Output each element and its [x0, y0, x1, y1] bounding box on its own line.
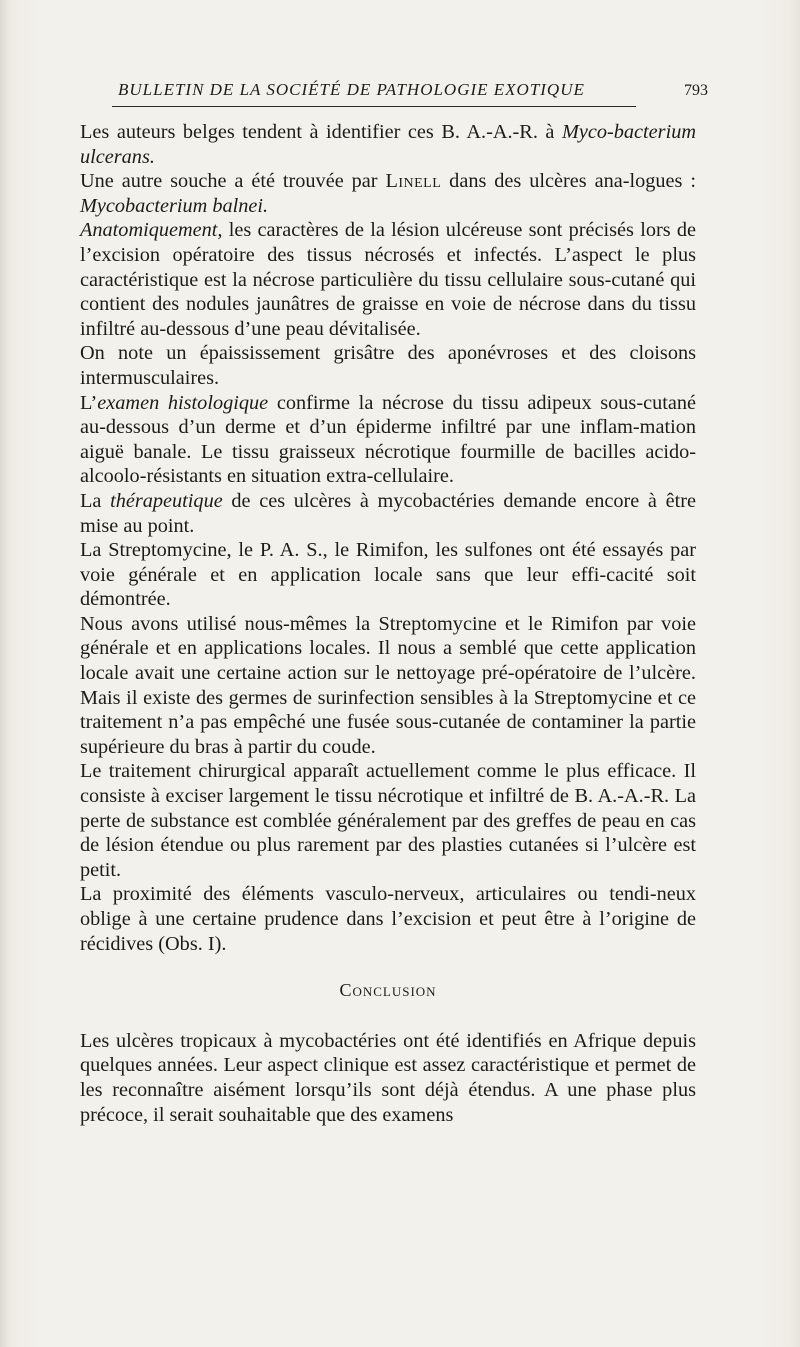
text-run: Le traitement chirurgical apparaît actuellement comme le plus efficace. Il consiste à exciser largement le tissu nécrotique et infiltré de B. A.-A.-R. La perte de substance est comblée généralement par des greffes de peau en cas de lésion étendue ou plus rarement par des plasties cutanées si l’ulcère est petit.: [80, 760, 696, 881]
paragraphs-paragraph: [80, 218, 696, 341]
text-run: Les auteurs belges tendent à identifier ces B. A.-A.-R. à: [80, 121, 562, 143]
small-caps-run: Linell: [385, 170, 442, 193]
text-run: La Streptomycine, le P. A. S., le Rimifon, les sulfones ont été essayés par voie générale et en application locale sans que leur effi-cacité soit démontrée.: [80, 539, 696, 611]
page-number: 793: [684, 82, 708, 99]
paragraphs: [80, 120, 696, 956]
paragraphs-paragraph: [80, 612, 696, 760]
section-heading-conclusion: Conclusion: [339, 980, 437, 1001]
text-run: La proximité des éléments vasculo-nerveux, articulaires ou tendi-neux oblige à une certaine prudence dans l’excision et peut être à l’origine de récidives (Obs. I).: [80, 883, 696, 955]
paragraphs-paragraph: [80, 341, 696, 390]
paragraphs-paragraph: [80, 538, 696, 612]
text-run: de ces ulcères à mycobactéries demande encore à être mise au point.: [80, 489, 696, 537]
paragraphs-paragraph: [80, 169, 696, 218]
paragraphs-paragraph: [80, 391, 696, 489]
body-text: [80, 120, 696, 1127]
text-run: La: [80, 489, 111, 512]
conclusion_paragraphs-paragraph: [80, 1029, 696, 1127]
conclusion-paragraphs: [80, 1029, 696, 1127]
text-run: On note un épaississement grisâtre des aponévroses et des cloisons intermusculaires.: [80, 342, 696, 389]
paragraphs-paragraph: [80, 882, 696, 956]
paragraphs-paragraph: [80, 759, 696, 882]
italic-run: Mycobacterium balnei.: [80, 194, 269, 217]
paragraphs-paragraph: [80, 489, 696, 538]
text-run: Les ulcères tropicaux à mycobactéries ont été identifiés en Afrique depuis quelques années. Leur aspect clinique est assez caractéristique et permet de les reconnaître aisément lorsqu’ils sont déjà étendus. A une phase plus précoce, il serait souhaitable que des examens: [80, 1029, 696, 1126]
running-title: BULLETIN DE LA SOCIÉTÉ DE PATHOLOGIE EXOTIQUE: [118, 80, 585, 99]
italic-run: Myco-bacterium ulcerans.: [80, 121, 696, 168]
italic-run: Anatomiquement,: [80, 219, 223, 242]
running-header: [112, 76, 708, 106]
text-run: confirme la nécrose du tissu adipeux sous-cutané au-dessous d’un derme et d’un épiderme infiltré par une inflam-mation aiguë banale. Le tissu graisseux nécrotique fourmille de bacilles acido-alcoolo-résistants en situation extra-cellulaire.: [80, 391, 696, 488]
italic-run: examen histologique: [97, 391, 269, 414]
text-run: L’: [80, 391, 98, 414]
text-run: Une autre souche a été trouvée par: [80, 170, 386, 193]
text-run: les caractères de la lésion ulcéreuse sont précisés lors de l’excision opératoire des tissus nécrosés et infectés. L’aspect le plus caractéristique est la nécrose particulière du tissu cellulaire sous-cutané qui contient des nodules jaunâtres de graisse en voie de nécrose dans du tissu infiltré au-dessous d’une peau dévitalisée.: [80, 219, 696, 340]
text-run: dans des ulcères ana-logues :: [441, 170, 696, 193]
header-rule: [112, 106, 636, 107]
italic-run: thérapeutique: [110, 489, 223, 512]
paragraphs-paragraph: [80, 120, 696, 169]
text-run: Nous avons utilisé nous-mêmes la Streptomycine et le Rimifon par voie générale et en applications locales. Il nous a semblé que cette application locale avait une certaine action sur le nettoyage pré-opératoire de l’ulcère. Mais il existe des germes de surinfection sensibles à la Streptomycine et ce traitement n’a pas empêché une fusée sous-cutanée de contaminer la partie supérieure du bras à partir du coude.: [80, 612, 696, 758]
